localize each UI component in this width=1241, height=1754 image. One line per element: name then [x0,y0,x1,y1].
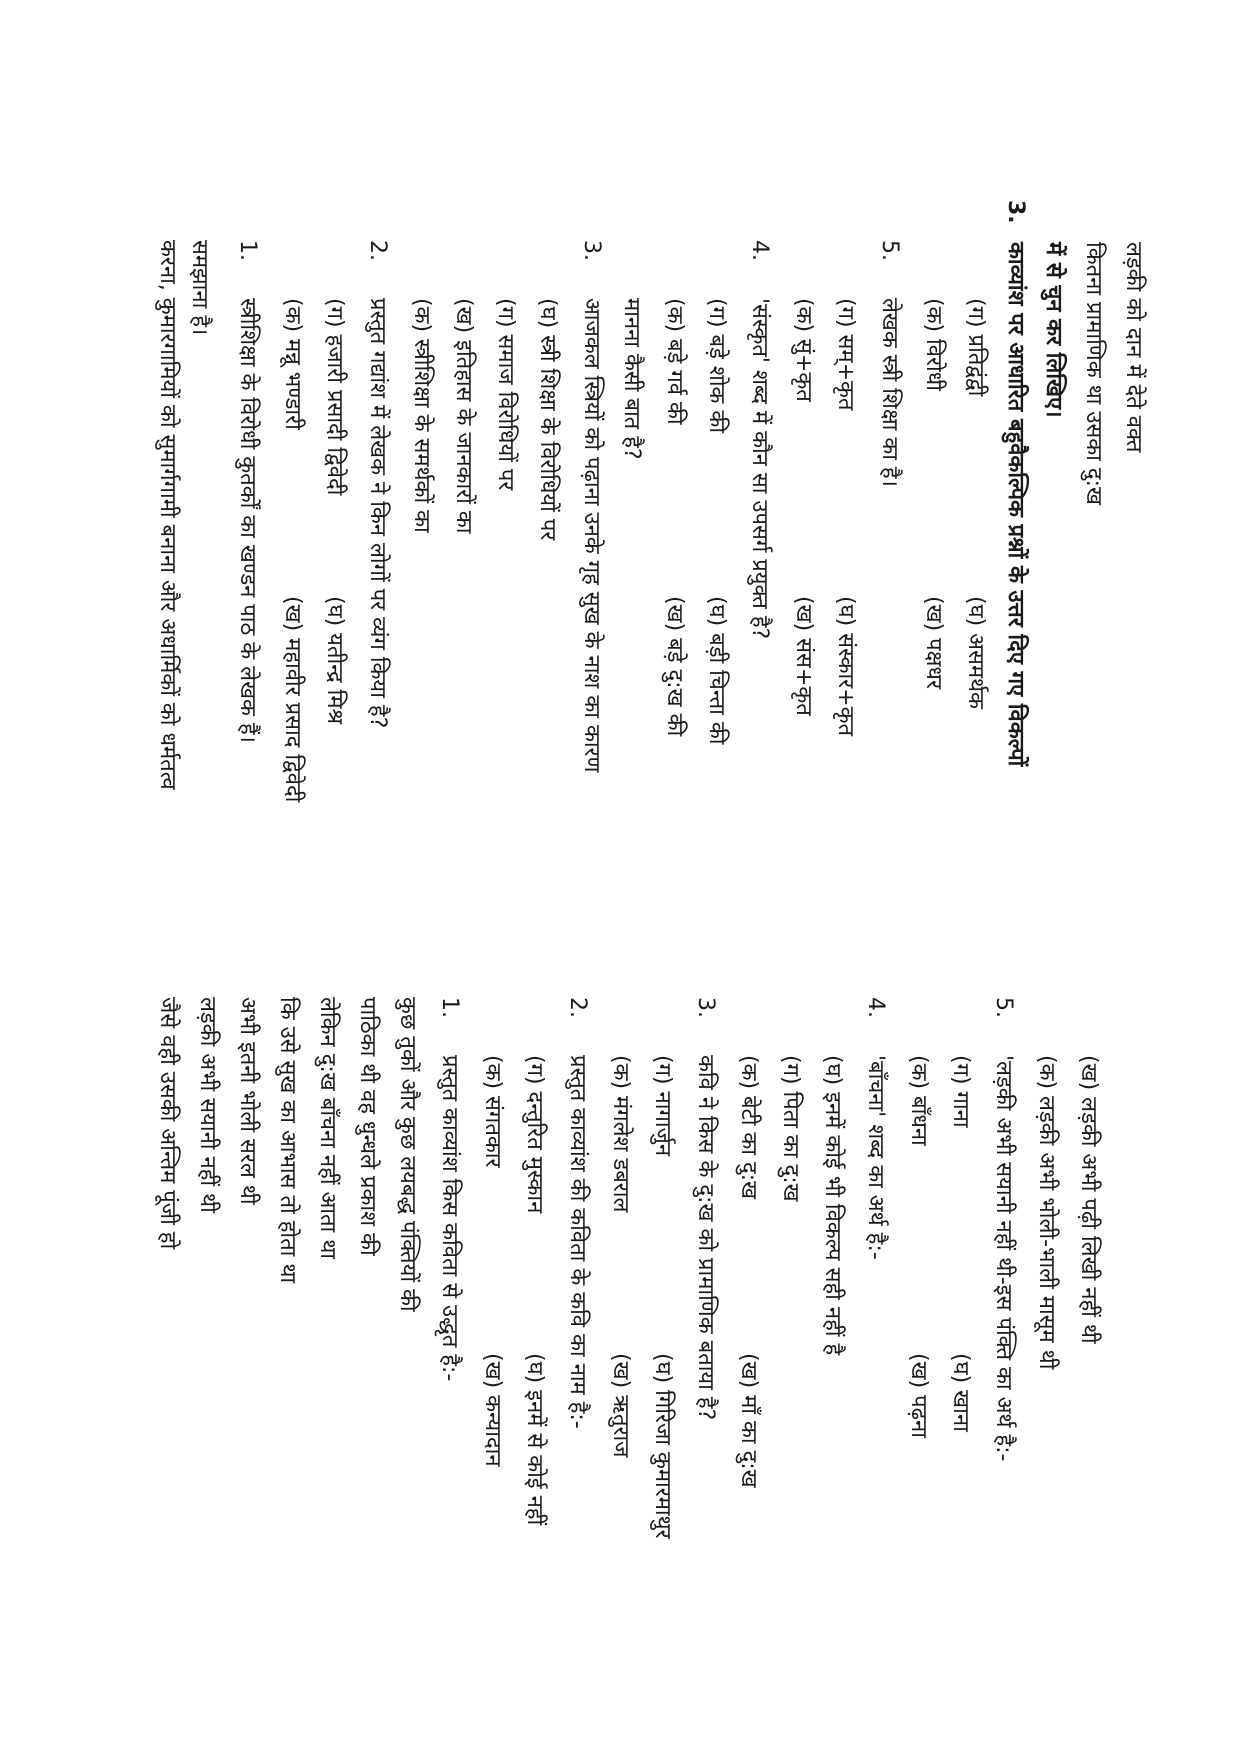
option: (घ) इनमें से कोई नहीं [522,1353,547,1526]
option: (ग) बड़े शोक की [704,298,729,434]
option: (क) बेटी का दु:ख [736,1055,761,1200]
poem-line: लड़की को दान में देते वक्त [1121,242,1146,453]
question-1: 1.प्रस्तुत काव्यांश किस कविता से उद्धृत है:- [437,997,462,1382]
poem-line: अभी इतनी भोली सरल थी [235,997,260,1205]
intro-line-2: समझाना है। [187,240,212,336]
intro-line-1: करना, कुमारगामियों को सुमार्गगामी बनाना और अधार्मिकों को धर्मतत्व [155,240,180,790]
question-4: 4.'बाँचना' शब्द का अर्थ है:- [863,997,888,1260]
option: (ग) गाना [948,1055,973,1128]
option: (ख) पढ़ना [906,1353,931,1438]
option: (घ) बड़ी चिन्ता की [704,596,729,745]
option: (ख) माँ का दु:ख [736,1353,761,1488]
option: (ख) ऋतुराज [608,1353,633,1458]
question-4: 4.'संस्कृत' शब्द में कौन सा उपसर्ग प्रयुक्त है? [747,240,772,640]
question-3: 3.कवि ने किस के दु:ख को प्रामाणिक बताया है? [693,997,718,1421]
option: (घ) यतीन्द्र मिश्र [322,596,347,725]
option: (ख) महावीर प्रसाद द्विवेदी [280,596,305,803]
poem-line: पाठिका थी वह धुन्धले प्रकाश की [355,997,380,1256]
question-2: 2.प्रस्तुत गद्यांश में लेखक ने किन लोगों पर व्यंग किया है? [365,240,390,729]
option: (ख) संस+कृत [791,596,816,716]
question-5: 5.'लड़की अभी सयानी नहीं थी-इस पंक्ति का अर्थ है:- [991,997,1016,1462]
option: (ग) सम्+कृत [833,298,858,411]
option: (ख) कन्यादान [480,1353,505,1467]
right-column [0,877,1241,1754]
option: (क) लड़की अभी भोली-भाली मासूम थी [1034,1055,1059,1370]
poem-line: जैसे वही उसकी अन्तिम पूंजी हो [155,997,180,1250]
option: (क) सुं+कृत [791,298,816,402]
poem-line: कितना प्रामाणिक था उसका दु:ख [1081,242,1106,505]
option: (क) बाँधना [906,1055,931,1146]
option: (क) विरोधी [921,298,946,391]
option: (घ) खाना [948,1353,973,1432]
option: (घ) स्त्री शिक्षा के विरोधियों पर [535,298,560,541]
question-3: 3.आजकल स्त्रियों को पढ़ाना उनके गृह सुख के नाश का कारण [579,240,604,773]
option: (ख) लड़की अभी पढ़ी लिखी नहीं थी [1076,1055,1101,1344]
poem-line: कुछ तुकों और कुछ लयबद्ध पंक्तियों की [395,997,420,1312]
question-1: 1.स्त्रीशिक्षा के विरोधी कुतर्कों का खण्डन पाठ के लेखक हैं। [235,240,260,743]
section-heading: 3.काव्यांश पर आधारित बहुवैकल्पिक प्रश्नों के उत्तर दिए गए विकल्पों [1003,200,1028,767]
option: (ख) बड़े दु:ख की [662,596,687,737]
poem-line: लड़की अभी सयानी नहीं थी [195,997,220,1213]
poem-line: कि उसे सुख का आभास तो होता था [275,997,300,1284]
option: (घ) संस्कार+कृत [833,596,858,737]
option: (क) मंगलेश डबराल [608,1055,633,1213]
poem-line: लेकिन दु:ख बाँचना नहीं आता था [315,997,340,1259]
option: (ग) दन्तुरित मुस्कान [522,1055,547,1214]
option: (क) बड़े गर्व की [662,298,687,425]
option: (घ) असमर्थक [963,596,988,709]
option: (क) संगतकार [480,1055,505,1168]
option: (ग) हजारी प्रसादी द्विवेदी [322,298,347,496]
option: (क) मन्नू भण्डारी [280,298,305,430]
option: (ग) प्रतिद्वंद्वी [963,298,988,397]
option: (ख) पक्षधर [921,596,946,689]
question-2: 2.प्रस्तुत काव्यांश की कविता के कवि का नाम है:- [565,997,590,1429]
option: (ख) इतिहास के जानकारों का [451,298,476,534]
question-5: 5.लेखक स्त्री शिक्षा का है। [877,240,902,487]
option: (घ) इनमें कोई भी विकल्प सही नहीं है [820,1055,845,1356]
section-heading-cont: में से चुन कर लिखिए। [1041,242,1066,418]
question-3-cont: मानना कैसी बात है? [619,298,644,460]
option: (ग) नागार्जुन [650,1055,675,1157]
option: (घ) गिरिजा कुमारमाथुर [650,1353,675,1539]
option: (ग) समाज विरोधियों पर [493,298,518,491]
option: (क) स्त्रीशिक्षा के समर्थकों का [409,298,434,533]
option: (ग) पिता का दु:ख [778,1055,803,1202]
